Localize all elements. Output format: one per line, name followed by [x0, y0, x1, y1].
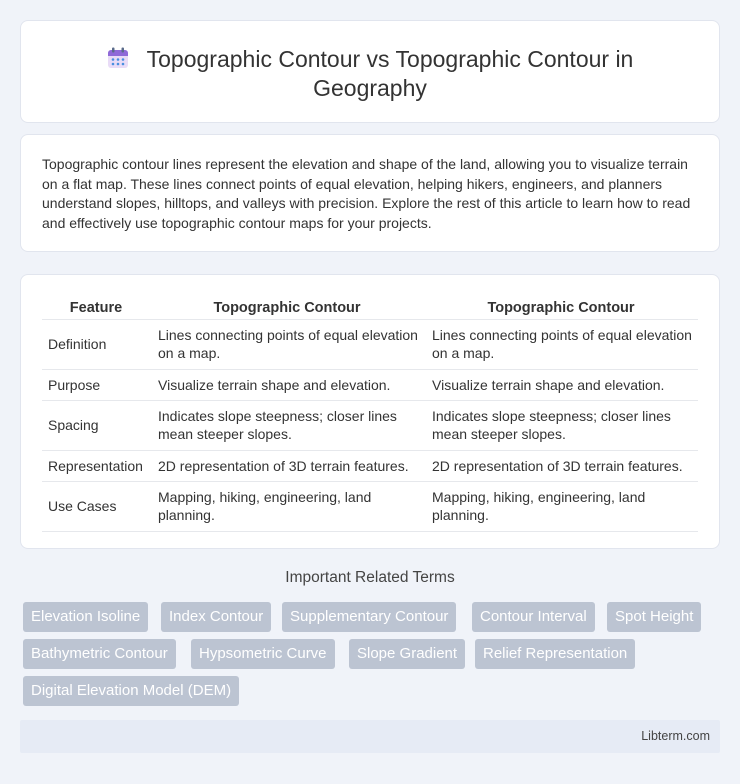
comparison-card: [20, 274, 720, 549]
feature-cell: Use Cases: [42, 481, 150, 531]
value-cell: Mapping, hiking, engineering, land planning.: [150, 481, 424, 531]
comparison-table: [42, 297, 698, 532]
value-cell: Indicates slope steepness; closer lines mean steeper slopes.: [150, 400, 424, 450]
related-terms-title: Important Related Terms: [285, 569, 455, 586]
page-title: Topographic Contour vs Topographic Contour in Geography: [146, 46, 634, 101]
term-tag-relief-representation[interactable]: Relief Representation: [475, 639, 635, 669]
table-row: [42, 450, 698, 481]
value-cell: Lines connecting points of equal elevation on a map.: [424, 319, 698, 369]
feature-cell: Purpose: [42, 369, 150, 400]
intro-paragraph: Topographic contour lines represent the elevation and shape of the land, allowing you to visualize terrain on a flat map. These lines connect points of equal elevation, helping hikers, engineers, and planners understand slopes, hilltops, and valleys with precision. Explore the rest of this article to learn how to read and effectively use topographic contour maps for your projects.: [42, 156, 691, 231]
value-cell: Visualize terrain shape and elevation.: [424, 369, 698, 400]
value-cell: Mapping, hiking, engineering, land planning.: [424, 481, 698, 531]
table-row: [42, 369, 698, 400]
header-column-2: Topographic Contour: [487, 299, 635, 316]
term-tag-digital-elevation-model[interactable]: Digital Elevation Model (DEM): [23, 676, 239, 706]
table-row: [42, 400, 698, 450]
term-tag-elevation-isoline[interactable]: Elevation Isoline: [23, 602, 148, 632]
table-row: [42, 481, 698, 531]
value-cell: Visualize terrain shape and elevation.: [150, 369, 424, 400]
header-column-1: Topographic Contour: [213, 299, 361, 316]
term-tag-index-contour[interactable]: Index Contour: [161, 602, 271, 632]
term-tag-supplementary-contour[interactable]: Supplementary Contour: [282, 602, 456, 632]
term-tag-spot-height[interactable]: Spot Height: [607, 602, 701, 632]
term-tag-hypsometric-curve[interactable]: Hypsometric Curve: [191, 639, 335, 669]
table-header-row: [42, 297, 698, 319]
page-title-wrap: [21, 45, 719, 103]
value-cell: Lines connecting points of equal elevation on a map.: [150, 319, 424, 369]
term-tag-slope-gradient[interactable]: Slope Gradient: [349, 639, 465, 669]
intro-card: [20, 134, 720, 252]
value-cell: Indicates slope steepness; closer lines mean steeper slopes.: [424, 400, 698, 450]
calendar-icon: [107, 47, 129, 69]
value-cell: 2D representation of 3D terrain features.: [150, 450, 424, 481]
feature-cell: Representation: [42, 450, 150, 481]
term-tag-contour-interval[interactable]: Contour Interval: [472, 602, 595, 632]
feature-cell: Definition: [42, 319, 150, 369]
table-row: [42, 319, 698, 369]
header-feature: Feature: [69, 299, 123, 316]
feature-cell: Spacing: [42, 400, 150, 450]
term-tag-bathymetric-contour[interactable]: Bathymetric Contour: [23, 639, 176, 669]
header-card: [20, 20, 720, 123]
value-cell: 2D representation of 3D terrain features.: [424, 450, 698, 481]
footer: [20, 720, 720, 753]
footer-site-link[interactable]: Libterm.com: [641, 729, 710, 743]
